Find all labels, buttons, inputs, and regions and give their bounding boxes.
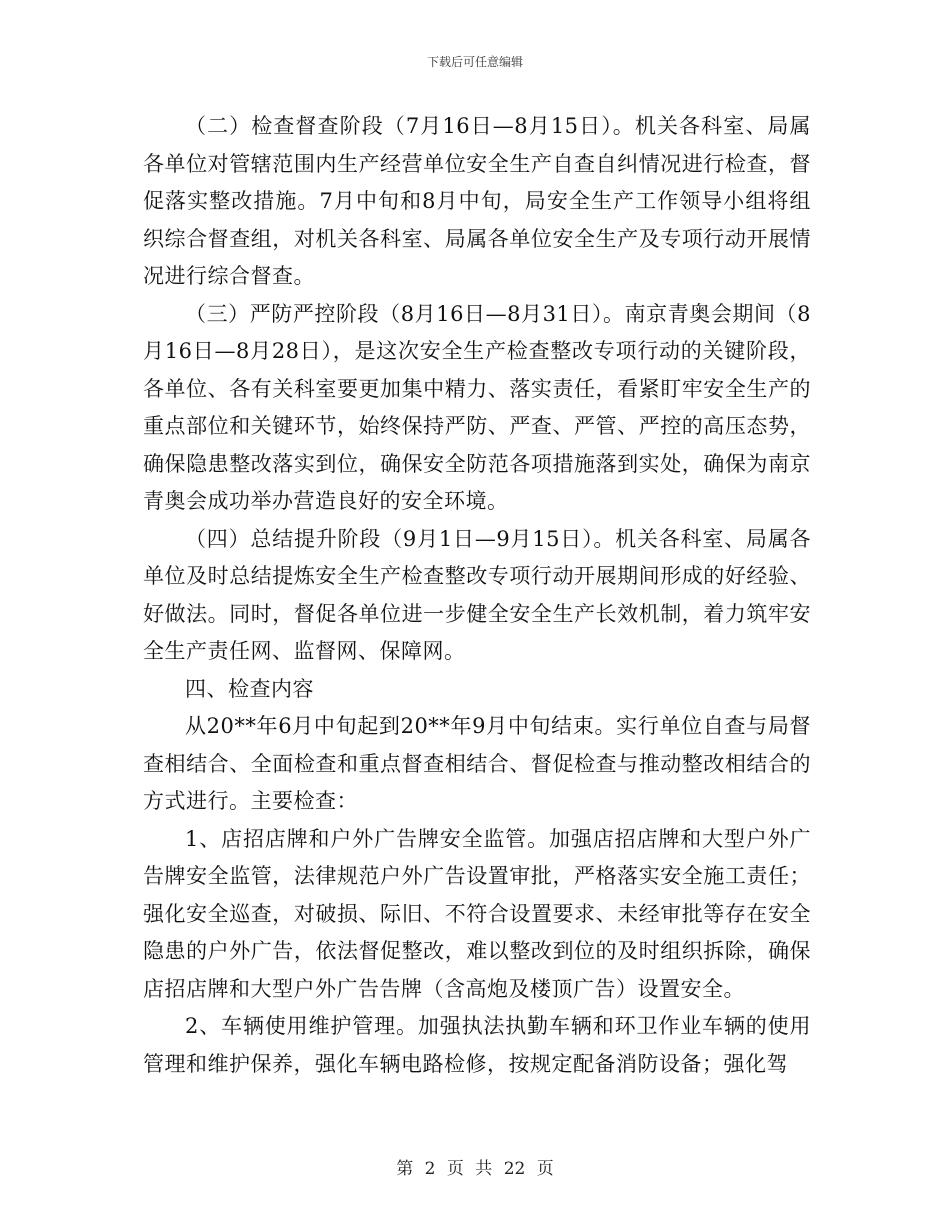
page-header: 下载后可任意编辑 [426,55,523,69]
paragraph-stage-four: （四）总结提升阶段（9月1日—9月15日）。机关各科室、局属各单位及时总结提炼安全生产检查整改专项行动开展期间形成的好经验、好做法。同时，督促各单位进一步健全安全生产长效机制，着力筑牢安全生产责任网、监督网、保障网。 [143,526,811,663]
document-body [143,108,811,1083]
paragraph-stage-three: （三）严防严控阶段（8月16日—8月31日）。南京青奥会期间（8月16日—8月28日），是这次安全生产检查整改专项行动的关键阶段，各单位、各有关科室要更加集中精力、落实责任，看紧盯牢安全生产的重点部位和关键环节，始终保持严防、严查、严管、严控的高压态势，确保隐患整改落实到位，确保安全防范各项措施落到实处，确保为南京青奥会成功举办营造良好的安全环境。 [143,301,811,513]
page-footer: 第 2 页 共 22 页 [396,1159,554,1179]
paragraph-stage-two: （二）检查督查阶段（7月16日—8月15日）。机关各科室、局属各单位对管辖范围内生产经营单位安全生产自查自纠情况进行检查，督促落实整改措施。7月中旬和8月中旬，局安全生产工作领导小组将组织综合督查组，对机关各科室、局属各单位安全生产及专项行动开展情况进行综合督查。 [143,114,811,288]
paragraph-inspection-intro: 从20**年6月中旬起到20**年9月中旬结束。实行单位自查与局督查相结合、全面检查和重点督查相结合、督促检查与推动整改相结合的方式进行。主要检查： [143,714,811,813]
section-heading-inspection-content: 四、检查内容 [185,676,314,701]
paragraph-item-signboards: 1、店招店牌和户外广告牌安全监管。加强店招店牌和大型户外广告牌安全监管，法律规范户外广告设置审批，严格落实安全施工责任；强化安全巡查，对破损、际旧、不符合设置要求、未经审批等存在安全隐患的户外广告，依法督促整改，难以整改到位的及时组织拆除，确保店招店牌和大型户外广告告牌（含高炮及楼顶广告）设置安全。 [143,826,811,1001]
paragraph-item-vehicles: 2、车辆使用维护管理。加强执法执勤车辆和环卫作业车辆的使用管理和维护保养，强化车辆电路检修，按规定配备消防设备；强化驾 [143,1014,811,1076]
